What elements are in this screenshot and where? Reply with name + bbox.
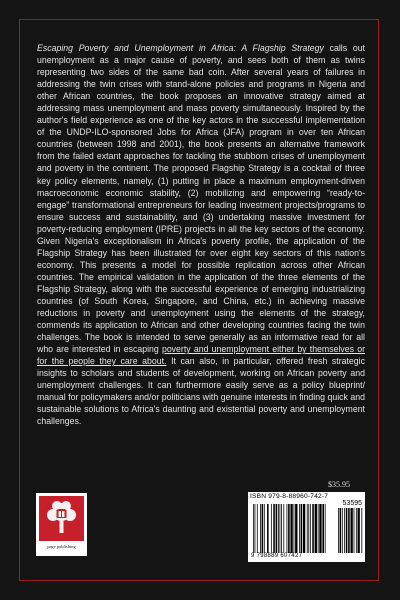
barcode-bar bbox=[283, 504, 284, 553]
publisher-name: page publishing bbox=[47, 544, 76, 549]
barcode-bar bbox=[301, 504, 303, 553]
barcode-bar bbox=[318, 504, 319, 553]
barcode-bar bbox=[294, 504, 295, 553]
barcode-bar bbox=[322, 504, 324, 553]
blurb-text bbox=[37, 42, 365, 428]
barcode-box bbox=[248, 492, 365, 562]
book-title: Escaping Poverty and Unemployment in Africa: A Flagship Strategy bbox=[37, 43, 324, 53]
barcode-bar bbox=[271, 504, 272, 553]
barcode-bar bbox=[288, 504, 290, 553]
barcode-bar bbox=[358, 508, 360, 553]
barcode-bar bbox=[338, 508, 339, 553]
barcode-bar bbox=[287, 504, 288, 553]
price-code: 53595 bbox=[342, 500, 362, 507]
barcode-bar bbox=[260, 504, 261, 553]
barcode-bar bbox=[354, 508, 355, 553]
barcode-bar bbox=[278, 504, 279, 553]
barcode-bar bbox=[346, 508, 348, 553]
barcode-bar bbox=[340, 508, 342, 553]
blurb-text-part-2: It can also, in particular, offered fresh strategic insights to scholars and students of development, working on African poverty and unemployment challenges. It can furthermore easily serve as a policy blueprint/ manual for policymakers and/or politicians with genuine interests in finding quick and sustainable solutions to Africa's daunting and existential poverty and unemployment challenges. bbox=[37, 356, 365, 427]
barcode-bar bbox=[342, 508, 343, 553]
barcode-bar bbox=[280, 504, 281, 553]
barcode-bar bbox=[281, 504, 282, 553]
tree-logo-icon bbox=[39, 496, 84, 541]
barcode-bar bbox=[325, 504, 326, 553]
barcode bbox=[251, 501, 363, 553]
barcode-bar bbox=[267, 504, 269, 553]
barcode-bar bbox=[308, 504, 309, 553]
barcode-bar bbox=[356, 508, 357, 553]
barcode-bar bbox=[264, 504, 265, 553]
barcode-bar bbox=[290, 504, 292, 553]
barcode-bar bbox=[307, 504, 308, 553]
barcode-bar bbox=[361, 508, 362, 553]
isbn-label: ISBN 979-8-88960-742-7 bbox=[250, 493, 329, 500]
price-label: $35.95 bbox=[328, 480, 350, 489]
barcode-bar bbox=[344, 508, 345, 553]
blurb-underlined-text: poverty and unemployment either by themselves or for the people they care about. bbox=[37, 344, 365, 367]
barcode-bar bbox=[350, 508, 352, 553]
barcode-bar bbox=[348, 508, 350, 553]
barcode-bar bbox=[295, 504, 297, 553]
barcode-digits: 9 798889 607427 bbox=[251, 553, 303, 559]
barcode-bar bbox=[319, 504, 321, 553]
blurb-text-part-1: calls out unemployment as a major cause of poverty, and sees both of them as twins representing two sides of the same bad coin. After several years of failures in addressing the twin crises with stand-alone policies and programs in Nigeria and other African countries, the book proposes an innovative strategy aimed at addressing mass unemployment and mass poverty simultaneously. Inspired by the author's field experience as one of the key actors in the successful implementation of the UNDP-ILO-sponsored Jobs for Africa (JFA) program in over ten African countries (between 1998 and 2001), the book presents an alternative framework from the failed extant approaches for tackling the stubborn crises of unemployment and poverty in the continent. The proposed Flagship Strategy is a cocktail of three key policy elements, namely, (1) putting in place a maximum employment-driven macroeconomic economic stability, (2) mobilizing and empowering “ready-to-engage” transformational entrepreneurs for leading investment projects/programs to ensure success and sustainability, and (3) undertaking massive investment for poverty-reducing employment (IPRE) projects in all the key sectors of the economy. Given Nigeria's exceptionalism in Africa's poverty profile, the application of the Flagship Strategy has been illustrated for over eight key sectors of this nation's economy. This presents a model for possible replication across other African countries. The empirical validation in the application of the three elements of the Flagship Strategy, along with the successful experience of emerging industrializing countries (of South Korea, Singapore, and China, etc.) in achieving massive reductions in poverty and unemployment using the elements of the strategy, commends its application to African and other developing countries facing the twin challenges. The book is intended to serve generally as an informative read for all who are interested in escaping bbox=[37, 43, 365, 355]
barcode-bar bbox=[299, 504, 300, 553]
barcode-bar bbox=[315, 504, 317, 553]
barcode-bar bbox=[262, 504, 264, 553]
barcode-bar bbox=[253, 504, 254, 553]
barcode-bar bbox=[273, 504, 275, 553]
barcode-bar bbox=[255, 504, 256, 553]
barcode-bar bbox=[303, 504, 305, 553]
publisher-logo bbox=[36, 493, 87, 556]
barcode-bar bbox=[257, 504, 258, 553]
barcode-bar bbox=[312, 504, 314, 553]
barcode-bar bbox=[310, 504, 311, 553]
barcode-bar bbox=[276, 504, 278, 553]
